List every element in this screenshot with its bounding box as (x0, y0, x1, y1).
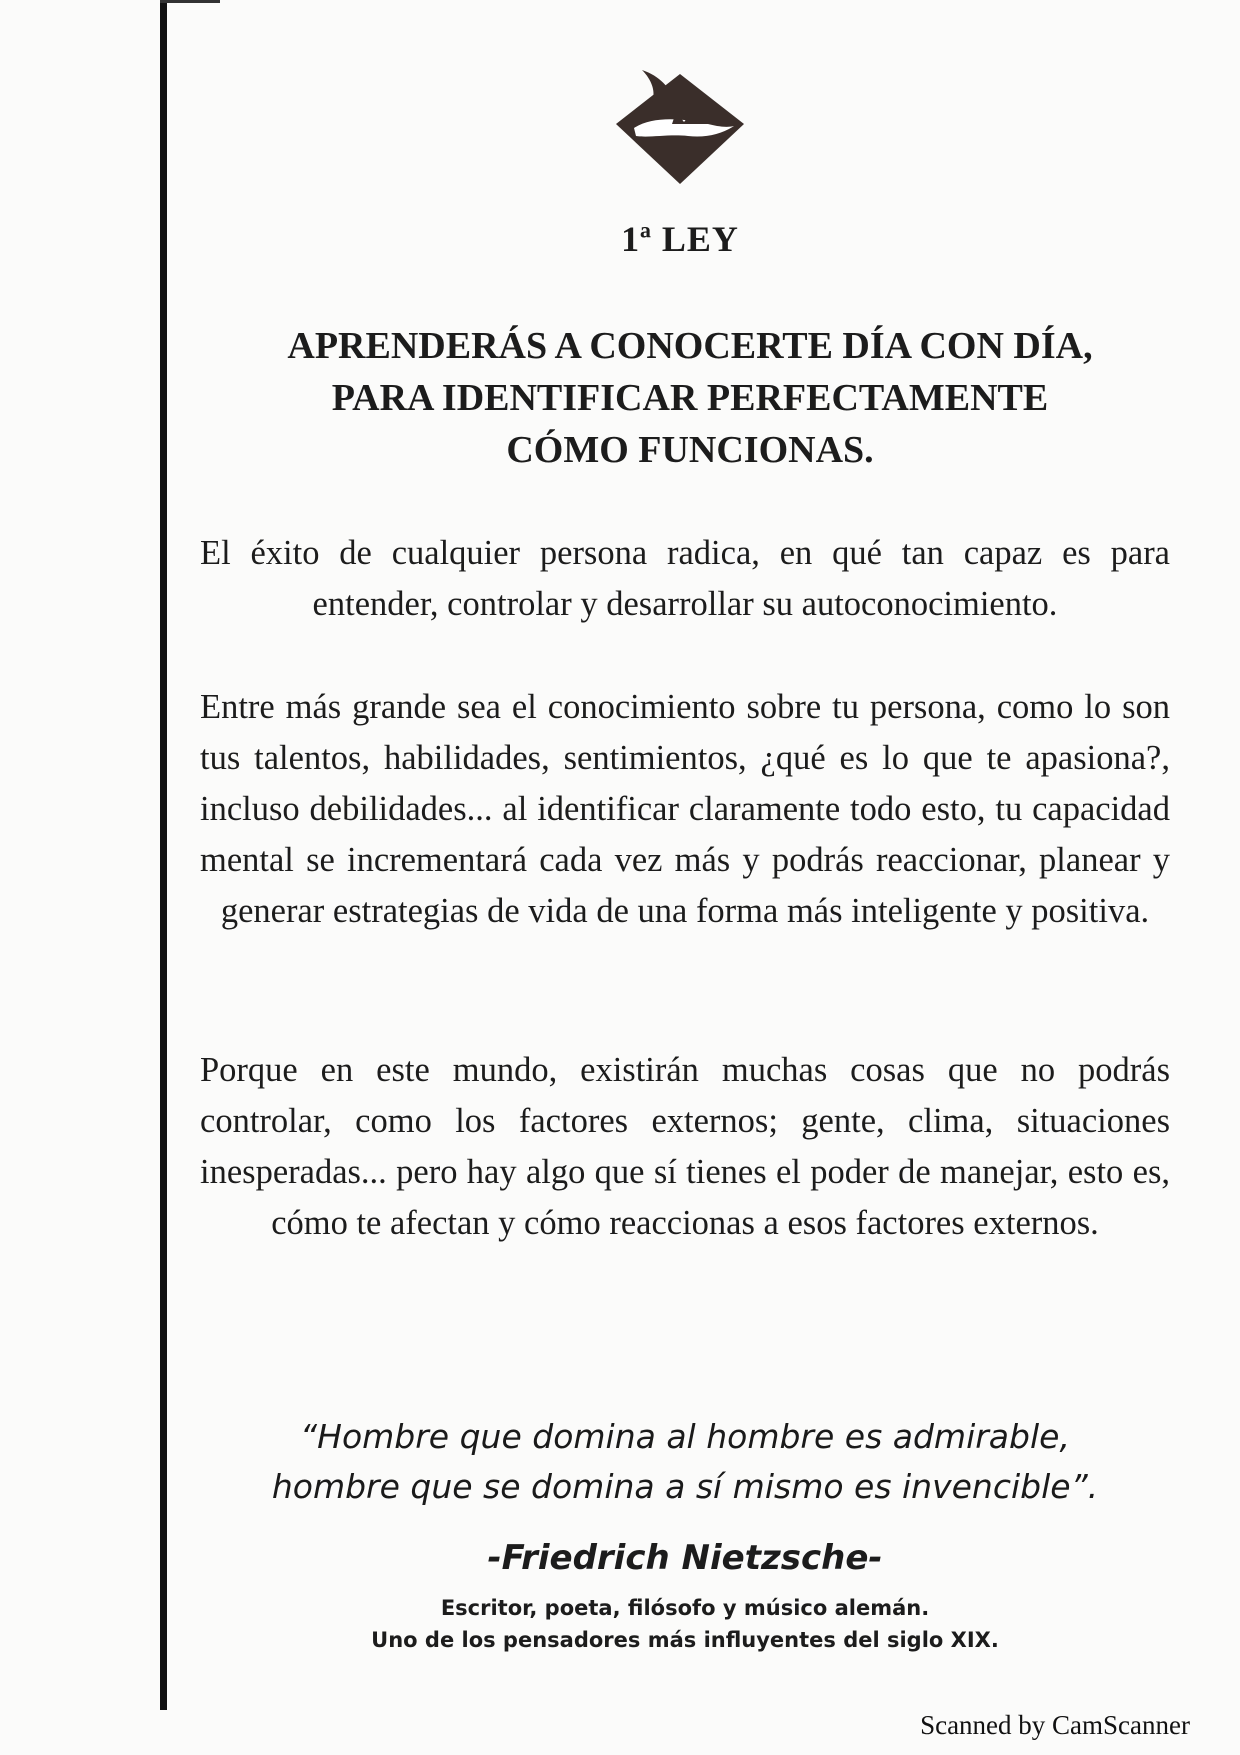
body-paragraph-3: Porque en este mundo, existirán muchas cosas que no podrás controlar, como los factores externos; gente, clima, situaciones inesperadas... pero hay algo que sí tienes el poder de manejar, esto es, cómo te afectan y cómo reaccionas a esos factores externos. (200, 1051, 1170, 1242)
headline-line-1: APRENDERÁS A CONOCERTE DÍA CON DÍA, (287, 325, 1093, 367)
law-number: 1ª LEY (621, 219, 739, 259)
quote-line-1: “Hombre que domina al hombre es admirable, (300, 1417, 1070, 1456)
nietzsche-quote (200, 1412, 1170, 1512)
author-description-1: Escritor, poeta, filósofo y músico alemán. (440, 1596, 930, 1620)
quote-line-2: hombre que se domina a sí mismo es invencible”. (271, 1467, 1099, 1506)
quote-author: -Friedrich Nietzsche- (487, 1538, 883, 1578)
body-paragraph-2: Entre más grande sea el conocimiento sobre tu persona, como lo son tus talentos, habilidades, sentimientos, ¿qué es lo que te apasiona?, incluso debilidades... al identificar claramente todo esto, tu capacidad mental se incrementará cada vez más y podrás reaccionar, planear y generar estrategias de vida de una forma más inteligente y positiva. (200, 688, 1170, 930)
diamond-shark-emblem-icon (612, 66, 748, 186)
author-description-2: Uno de los pensadores más influyentes del siglo XIX. (371, 1628, 999, 1652)
law-headline (190, 320, 1190, 476)
headline-line-2: PARA IDENTIFICAR PERFECTAMENTE (331, 377, 1049, 419)
binding-top-corner (160, 0, 220, 3)
headline-line-3: CÓMO FUNCIONAS. (506, 429, 874, 471)
scanner-watermark: Scanned by CamScanner (920, 1710, 1190, 1740)
body-paragraph-1: El éxito de cualquier persona radica, en qué tan capaz es para entender, controlar y desarrollar su autoconocimiento. (200, 534, 1170, 623)
